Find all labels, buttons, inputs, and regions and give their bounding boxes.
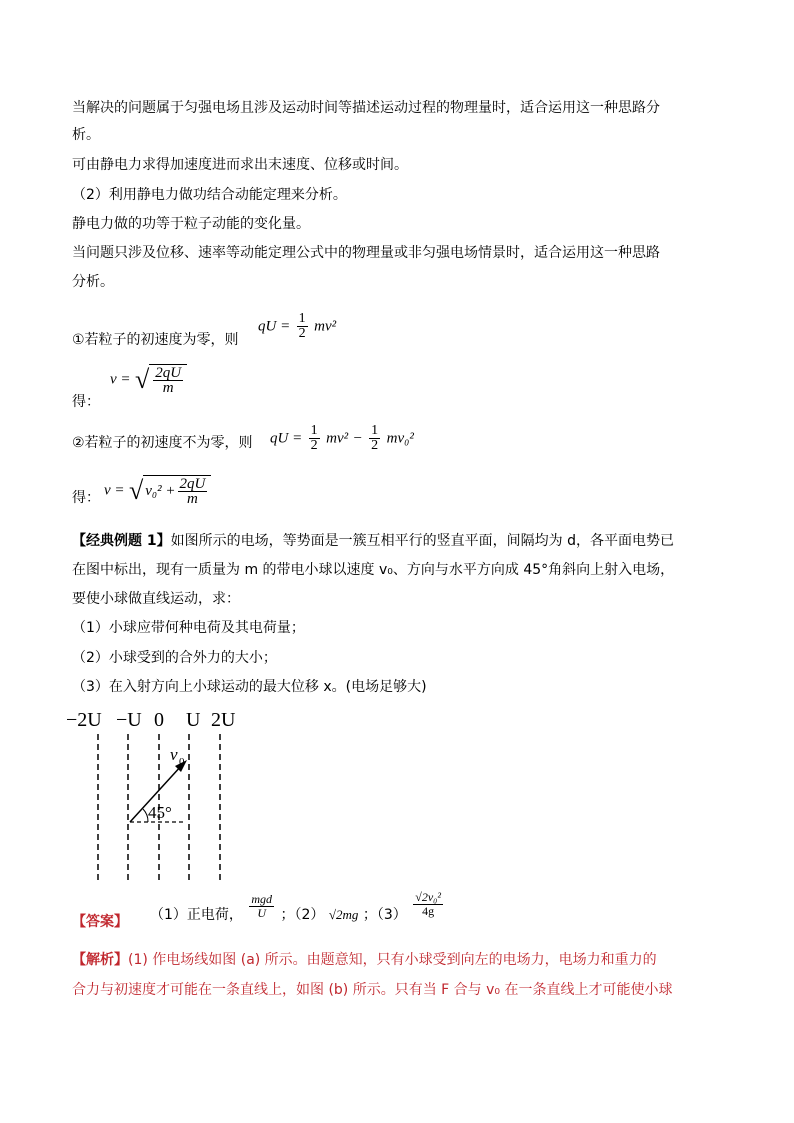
analysis-line-1 bbox=[72, 950, 657, 970]
angle-label: 45° bbox=[148, 803, 172, 822]
fraction-denominator: m bbox=[187, 491, 198, 507]
formula-v: v = bbox=[110, 371, 131, 388]
question-1: （1）小球应带何种电荷及其电荷量； bbox=[72, 620, 305, 636]
paragraph-1-line-2: 析。 bbox=[72, 127, 100, 143]
fraction-numerator: mgd bbox=[251, 891, 273, 906]
answer-1-prefix: （1）正电荷， bbox=[150, 907, 243, 923]
analysis-text-1: (1) 作电场线如图 (a) 所示。由题意知，只有小球受到向左的电场力，电场力和重力的 bbox=[128, 952, 657, 968]
answer-3-fraction bbox=[413, 891, 443, 918]
case-2-text: ②若粒子的初速度不为零，则 bbox=[72, 435, 253, 451]
fraction-numerator: 1 bbox=[310, 423, 318, 438]
formula-result-2 bbox=[104, 475, 211, 506]
fraction-denominator: 4g bbox=[422, 903, 435, 918]
formula-case-2 bbox=[270, 424, 414, 453]
formula-case-1 bbox=[258, 312, 336, 341]
potential-label-3: U bbox=[186, 709, 201, 731]
fraction-numerator: 1 bbox=[298, 311, 306, 326]
fraction-numerator: 2qU bbox=[179, 476, 206, 492]
potential-label-4: 2U bbox=[211, 709, 236, 731]
example-tag: 【经典例题 1】 bbox=[72, 533, 171, 549]
sqrt-icon: √ bbox=[128, 475, 144, 505]
question-3: （3）在入射方向上小球运动的最大位移 x。(电场足够大) bbox=[72, 679, 427, 695]
example-line-1 bbox=[72, 531, 674, 551]
potential-label-1: −U bbox=[116, 709, 142, 731]
formula-lhs: qU = bbox=[270, 430, 303, 447]
paragraph-3: （2）利用静电力做功结合动能定理来分析。 bbox=[72, 187, 347, 203]
answer-tag: 【答案】 bbox=[72, 914, 128, 930]
potential-label-2: 0 bbox=[154, 709, 164, 731]
fraction-denominator: 2 bbox=[371, 438, 379, 453]
potential-label-0: −2U bbox=[66, 709, 102, 731]
answer-line bbox=[72, 912, 128, 932]
paragraph-4: 静电力做的功等于粒子动能的变化量。 bbox=[72, 216, 310, 232]
paragraph-1-line-1: 当解决的问题属于匀强电场且涉及运动时间等描述运动过程的物理量时，适合运用这一种思路分 bbox=[72, 100, 660, 116]
fraction-numerator: 1 bbox=[371, 423, 379, 438]
answer-2-value: √2mg bbox=[328, 907, 359, 922]
formula-lhs: qU = bbox=[258, 318, 291, 335]
answer-content bbox=[150, 889, 445, 924]
fraction-denominator: m bbox=[162, 380, 174, 396]
fraction-denominator: 2 bbox=[298, 326, 306, 341]
formula-mv2: mv² bbox=[326, 430, 349, 447]
answer-1-fraction bbox=[249, 893, 274, 920]
fraction-half bbox=[297, 312, 308, 341]
velocity-subscript: 0 bbox=[179, 756, 185, 768]
answer-separator-1: ；（2） bbox=[280, 907, 325, 923]
paragraph-5-line-1: 当问题只涉及位移、速率等动能定理公式中的物理量或非匀强电场情景时，适合运用这一种思路 bbox=[72, 245, 660, 261]
example-line-2: 在图中标出，现有一质量为 m 的带电小球以速度 v₀、方向与水平方向成 45°角斜向上射入电场， bbox=[72, 562, 675, 578]
fraction-denominator: 2 bbox=[310, 438, 318, 453]
fraction-denominator: U bbox=[257, 905, 267, 920]
paragraph-2: 可由静电力求得加速度进而求出末速度、位移或时间。 bbox=[72, 157, 408, 173]
example-line-3: 要使小球做直线运动，求： bbox=[72, 591, 240, 607]
result-2-label: 得： bbox=[72, 490, 100, 506]
case-1-text: ①若粒子的初速度为零，则 bbox=[72, 332, 239, 348]
sqrt-icon: √ bbox=[134, 364, 150, 394]
fraction-numerator: √2v₀² bbox=[415, 889, 441, 904]
sqrt-expression bbox=[129, 475, 211, 506]
formula-v02-plus: v₀² + bbox=[145, 483, 176, 499]
example-text-1: 如图所示的电场，等势面是一簇互相平行的竖直平面，间隔均为 d，各平面电势已 bbox=[170, 533, 674, 549]
analysis-line-2: 合力与初速度才可能在一条直线上，如图 (b) 所示。只有当 F 合与 v₀ 在一条直线上才可能使小球 bbox=[72, 982, 673, 998]
formula-result-1 bbox=[110, 364, 187, 395]
formula-v: v = bbox=[104, 482, 125, 499]
fraction-numerator: 2qU bbox=[155, 365, 182, 381]
paragraph-5-line-2: 分析。 bbox=[72, 274, 114, 290]
equipotential-figure bbox=[60, 702, 260, 887]
question-2: （2）小球受到的合外力的大小； bbox=[72, 650, 277, 666]
sqrt-expression bbox=[135, 364, 187, 395]
velocity-label: v bbox=[170, 745, 178, 764]
formula-mv2: mv² bbox=[314, 318, 337, 335]
result-1-label: 得： bbox=[72, 394, 100, 410]
formula-mv02: mv₀² bbox=[386, 430, 414, 447]
minus-sign: − bbox=[352, 430, 363, 447]
answer-separator-2: ；（3） bbox=[362, 907, 407, 923]
analysis-tag: 【解析】 bbox=[72, 952, 128, 968]
